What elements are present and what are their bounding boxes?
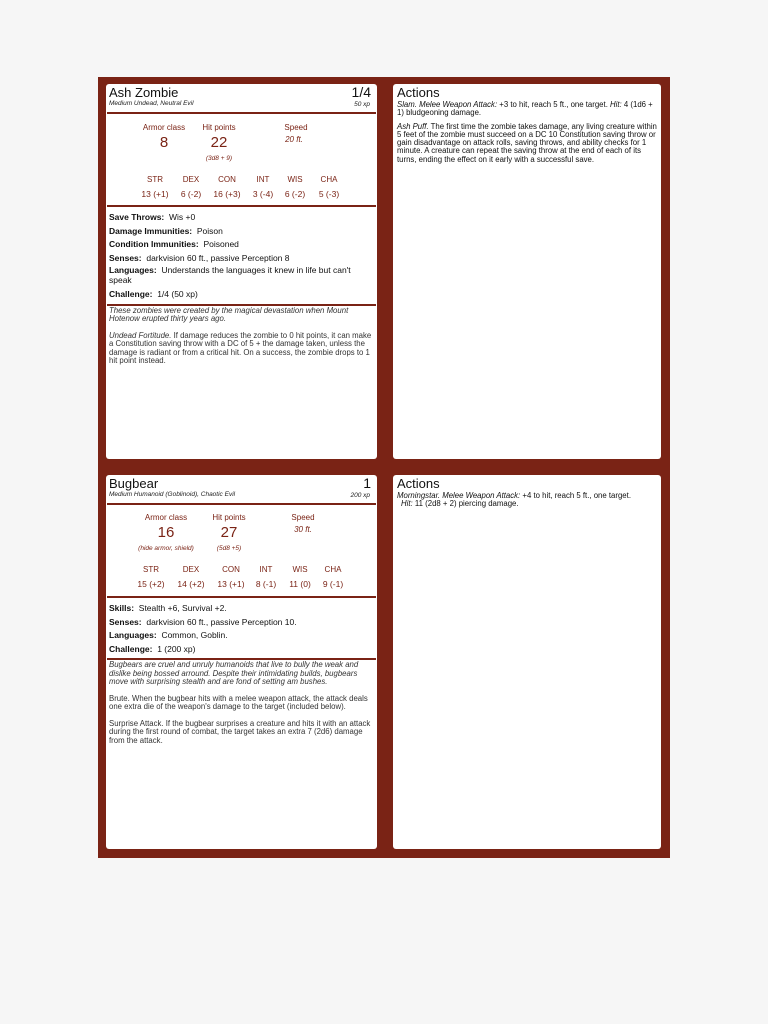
ability-name: INT <box>259 565 273 574</box>
trait-surprise-attack: Surprise Attack. If the bugbear surprises a creature and hits it with an attack during the first round of combat, the target takes an extra 7 (2d6) damage from the attack. <box>109 718 371 745</box>
property-row <box>109 252 374 266</box>
ability-score: 16 (+3) <box>213 189 241 199</box>
armor-class-label: Armor class <box>142 123 186 132</box>
ability-score: 14 (+2) <box>177 579 205 589</box>
ability-score: 11 (0) <box>289 579 311 589</box>
properties-list <box>106 207 377 304</box>
property-name: Condition Immunities: <box>109 239 199 249</box>
property-value: Stealth +6, Survival +2. <box>138 603 227 613</box>
property-row <box>109 225 374 239</box>
experience-points: 200 xp <box>350 492 370 499</box>
ability-dex <box>173 175 209 199</box>
property-row <box>109 629 374 643</box>
property-value: darkvision 60 ft., passive Perception 8 <box>146 252 290 263</box>
hit-dice: (3d8 + 9) <box>205 155 233 162</box>
ability-cha <box>315 565 351 589</box>
property-row <box>109 643 374 657</box>
ability-score: 15 (+2) <box>137 579 165 589</box>
creature-name: Ash Zombie <box>109 85 179 100</box>
speed-value: 30 ft. <box>294 525 312 534</box>
hit-points-label: Hit points <box>212 513 246 522</box>
ability-name: WIS <box>292 565 308 574</box>
property-row <box>109 602 374 616</box>
ability-name: CON <box>222 565 240 574</box>
speed-label: Speed <box>284 123 308 132</box>
ability-str <box>133 565 169 589</box>
property-value: darkvision 60 ft., passive Perception 10. <box>146 616 297 627</box>
property-name: Languages: <box>109 630 157 640</box>
property-value: Poisoned <box>203 239 239 249</box>
lore-description: Bugbears are cruel and unruly humanoids that live to bully the weak and dislike being bossed arround. Despite their intimidating builds, bugbears move with surprising stealth and are fond of setting am bushes. <box>109 660 359 686</box>
actions-list <box>393 101 661 164</box>
creature-header <box>106 84 377 112</box>
trait-brute: Brute. When the bugbear hits with a melee weapon attack, the attack deals one extra die of the weapon's damage to the target (included below). <box>109 693 368 711</box>
hit-text: 4 (1d6 + 1) bludgeoning damage. <box>397 100 653 118</box>
experience-points: 50 xp <box>354 101 370 108</box>
ability-name: DEX <box>182 565 200 574</box>
core-stats <box>106 114 377 205</box>
property-name: Challenge: <box>109 289 153 299</box>
property-name: Languages: <box>109 265 157 275</box>
ability-score: 5 (-3) <box>318 189 340 199</box>
ability-score: 6 (-2) <box>284 189 306 199</box>
hit-label: Hit: <box>401 499 413 509</box>
ability-score: 8 (-1) <box>255 579 277 589</box>
property-name: Senses: <box>109 616 142 627</box>
trait-title: Undead Fortitude. <box>109 330 172 340</box>
speed-value: 20 ft. <box>285 135 303 144</box>
bugbear-actions-panel <box>393 475 661 849</box>
hit-dice: (5d8 +5) <box>216 545 242 552</box>
property-name: Challenge: <box>109 643 153 654</box>
ability-score: 3 (-4) <box>252 189 274 199</box>
hit-points-label: Hit points <box>202 123 236 132</box>
actions-list <box>393 492 661 509</box>
ability-score: 13 (+1) <box>141 189 169 199</box>
property-row <box>109 288 374 302</box>
ability-str <box>137 175 173 199</box>
properties-list <box>106 598 377 658</box>
armor-class-value: 8 <box>159 134 169 151</box>
ability-name: CHA <box>324 565 342 574</box>
stat-block-sheet <box>98 77 670 858</box>
armor-class-label: Armor class <box>144 513 188 522</box>
speed-label: Speed <box>291 513 315 522</box>
property-value: Understands the languages it knew in life but can't speak <box>109 265 351 285</box>
trait-text: If damage reduces the zombie to 0 hit points, it can make a Constitution saving throw with a DC of 5 + the damage taken, unless the damage is radiant or from a critical hit. On a success, the zombie drops to 1 hit point instead. <box>109 330 372 365</box>
ash-zombie-actions-panel <box>393 84 661 459</box>
ability-name: CON <box>218 175 236 184</box>
action-text: +3 to hit, reach 5 ft., one target. <box>499 100 608 109</box>
ability-score: 6 (-2) <box>180 189 202 199</box>
property-value: Wis +0 <box>169 212 196 222</box>
lore-description: These zombies were created by the magical devastation when Mount Hotenow erupted thirty years ago. <box>109 305 349 323</box>
action-title: Ash Puff. <box>397 121 429 131</box>
creature-header <box>106 475 377 503</box>
ability-dex <box>173 565 209 589</box>
ability-con <box>209 175 245 199</box>
action-slam <box>397 101 657 118</box>
creature-name: Bugbear <box>109 476 159 491</box>
trait-undead-fortitude <box>109 332 374 366</box>
ash-zombie-stat-panel <box>106 84 377 459</box>
property-value: Common, Goblin. <box>161 630 228 640</box>
ability-name: CHA <box>320 175 338 184</box>
ability-name: STR <box>147 175 163 184</box>
armor-note: (hide armor, shield) <box>138 545 194 552</box>
hit-points-value: 27 <box>220 524 238 541</box>
action-text: +4 to hit, reach 5 ft., one target. <box>522 491 631 500</box>
core-stats <box>106 505 377 596</box>
ability-name: WIS <box>287 175 303 184</box>
lore-section <box>106 660 377 745</box>
hit-points-value: 22 <box>210 134 228 151</box>
ability-int <box>245 175 281 199</box>
action-title: Morningstar. Melee Weapon Attack: <box>397 491 521 500</box>
property-row <box>109 616 374 630</box>
ability-score: 9 (-1) <box>322 579 344 589</box>
lore-section <box>106 306 377 366</box>
armor-class-value: 16 <box>157 524 175 541</box>
ability-con <box>213 565 249 589</box>
ability-name: STR <box>143 565 159 574</box>
property-name: Save Throws: <box>109 212 165 222</box>
ability-int <box>248 565 284 589</box>
ability-name: DEX <box>182 175 200 184</box>
property-value: 1 (200 xp) <box>157 643 196 654</box>
creature-type: Medium Humanoid (Goblinoid), Chaotic Evil <box>109 491 236 498</box>
property-value: Poison <box>196 225 223 236</box>
property-name: Skills: <box>109 603 135 613</box>
ability-score: 13 (+1) <box>217 579 245 589</box>
bugbear-stat-panel <box>106 475 377 849</box>
ability-name: INT <box>256 175 270 184</box>
action-ash-puff <box>397 123 657 164</box>
property-name: Senses: <box>109 252 142 263</box>
challenge-rating: 1/4 <box>351 84 371 100</box>
creature-type: Medium Undead, Neutral Evil <box>109 100 194 107</box>
action-morningstar <box>397 492 657 509</box>
ability-wis <box>277 175 313 199</box>
actions-title: Actions <box>397 476 440 491</box>
property-name: Damage Immunities: <box>109 225 193 236</box>
property-row <box>109 238 374 252</box>
ability-cha <box>311 175 347 199</box>
action-title: Slam. Melee Weapon Attack: <box>397 100 498 109</box>
action-text: The first time the zombie takes damage, any living creature within 5 feet of the zombie must succeed on a DC 10 Constitution saving throw or gain disadvantage on attack rolls, saving throws, and ability checks for 1 minute. A creature can repeat the saving throw at the end of each of its turns, ending the effect on it early with a successful save. <box>397 121 657 164</box>
challenge-rating: 1 <box>363 475 371 491</box>
property-row <box>109 265 374 285</box>
hit-text: 11 (2d8 + 2) piercing damage. <box>414 499 519 509</box>
ability-wis <box>282 565 318 589</box>
hit-label: Hit: <box>610 100 622 109</box>
actions-title: Actions <box>397 85 440 100</box>
property-value: 1/4 (50 xp) <box>157 289 198 299</box>
property-row <box>109 211 374 225</box>
